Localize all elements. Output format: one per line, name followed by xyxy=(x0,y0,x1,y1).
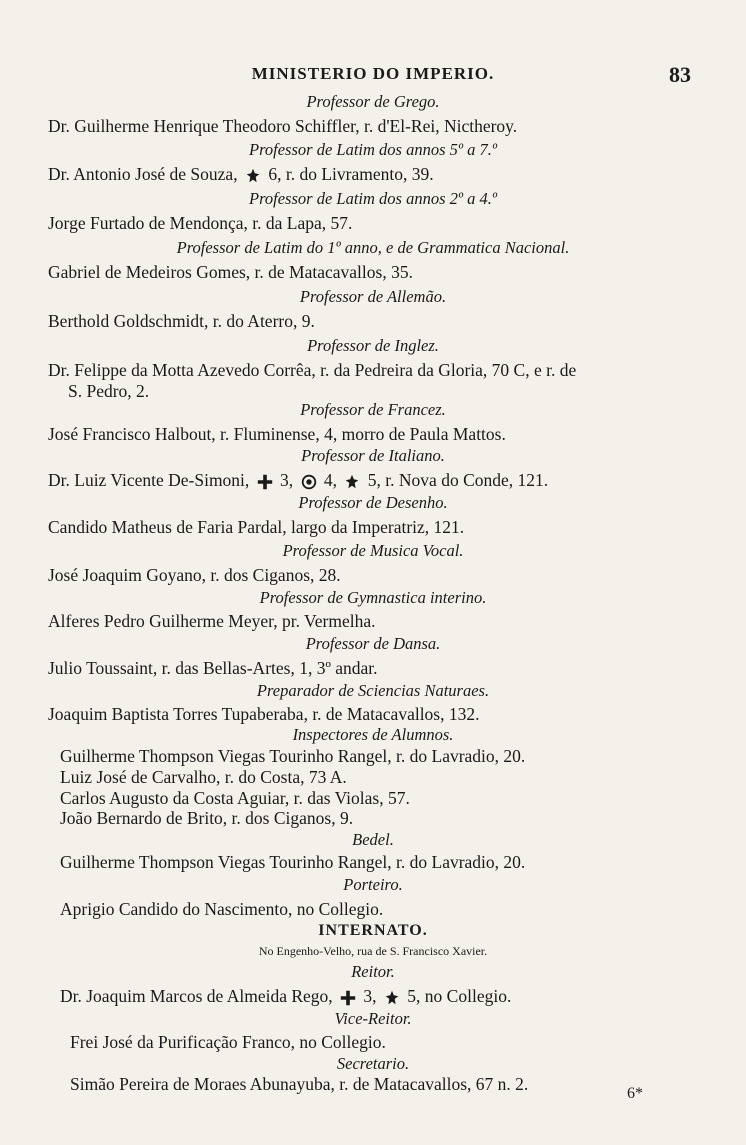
role-title: Professor de Desenho. xyxy=(298,493,448,512)
entry-text: 3, xyxy=(363,986,377,1006)
page-header xyxy=(0,64,746,88)
entry-text: Dr. Luiz Vicente De-Simoni, xyxy=(48,470,250,490)
role-title: Bedel. xyxy=(352,830,394,849)
cross-order-icon xyxy=(339,989,357,1007)
rose-order-icon xyxy=(343,473,361,491)
entry-text: 3, xyxy=(280,470,294,490)
star-order-icon xyxy=(300,473,318,491)
person-entry: Candido Matheus de Faria Pardal, largo da Imperatriz, 121. xyxy=(48,517,465,537)
role-title: Professor de Dansa. xyxy=(305,634,441,653)
page-title: MINISTERIO DO IMPERIO. xyxy=(251,64,495,83)
person-entry: Berthold Goldschmidt, r. do Aterro, 9. xyxy=(48,311,315,331)
person-entry xyxy=(0,163,746,185)
person-entry-continuation: S. Pedro, 2. xyxy=(68,381,150,401)
person-entry: João Bernardo de Brito, r. dos Ciganos, 9. xyxy=(60,808,354,828)
role-title: Professor de Grego. xyxy=(306,92,440,111)
role-title: Reitor. xyxy=(351,962,395,981)
role-title: Vice-Reitor. xyxy=(334,1009,412,1028)
person-entry: Frei José da Purificação Franco, no Collegio. xyxy=(70,1032,386,1052)
entry-text: 5, no Collegio. xyxy=(407,986,512,1006)
role-title: Professor de Musica Vocal. xyxy=(282,541,464,560)
rose-order-icon xyxy=(244,167,262,185)
role-title: Preparador de Sciencias Naturaes. xyxy=(256,681,490,700)
person-entry xyxy=(0,469,746,491)
person-entry: José Francisco Halbout, r. Fluminense, 4, morro de Paula Mattos. xyxy=(48,424,506,444)
role-title: Professor de Gymnastica interino. xyxy=(259,588,487,607)
person-entry: Carlos Augusto da Costa Aguiar, r. das Violas, 57. xyxy=(60,788,410,808)
role-title: Inspectores de Alumnos. xyxy=(292,725,454,744)
person-entry: José Joaquim Goyano, r. dos Ciganos, 28. xyxy=(48,565,341,585)
page-number: 83 xyxy=(669,62,691,87)
person-entry: Dr. Guilherme Henrique Theodoro Schiffler, r. d'El-Rei, Nictheroy. xyxy=(48,116,518,136)
entry-text: 4, xyxy=(323,470,338,490)
person-entry: Jorge Furtado de Mendonça, r. da Lapa, 57. xyxy=(48,213,353,233)
role-title: Professor de Latim do 1º anno, e de Grammatica Nacional. xyxy=(176,238,570,257)
person-entry: Gabriel de Medeiros Gomes, r. de Matacavallos, 35. xyxy=(48,262,413,282)
person-entry xyxy=(0,985,746,1007)
role-title: Professor de Francez. xyxy=(300,400,446,419)
entry-text: Dr. Antonio José de Souza, xyxy=(48,164,238,184)
entry-text: 5, r. Nova do Conde, 121. xyxy=(367,470,549,490)
person-entry: Julio Toussaint, r. das Bellas-Artes, 1, 3º andar. xyxy=(48,658,378,678)
person-entry: Dr. Felippe da Motta Azevedo Corrêa, r. da Pedreira da Gloria, 70 C, e r. de xyxy=(48,360,577,380)
person-entry: Simão Pereira de Moraes Abunayuba, r. de Matacavallos, 67 n. 2. xyxy=(70,1074,529,1094)
role-title: Secretario. xyxy=(336,1054,410,1073)
printer-signature: 6* xyxy=(627,1085,643,1102)
person-entry: Alferes Pedro Guilherme Meyer, pr. Vermelha. xyxy=(48,611,376,631)
section-heading: INTERNATO. xyxy=(318,922,428,939)
person-entry: Guilherme Thompson Viegas Tourinho Rangel, r. do Lavradio, 20. xyxy=(60,852,526,872)
role-title: Professor de Inglez. xyxy=(307,336,439,355)
entry-text: Dr. Joaquim Marcos de Almeida Rego, xyxy=(60,986,333,1006)
person-entry: Guilherme Thompson Viegas Tourinho Rangel, r. do Lavradio, 20. xyxy=(60,746,526,766)
role-title: Professor de Italiano. xyxy=(301,446,445,465)
section-subtitle: No Engenho-Velho, rua de S. Francisco Xavier. xyxy=(258,944,488,958)
role-title: Professor de Allemão. xyxy=(299,287,447,306)
rose-order-icon xyxy=(383,989,401,1007)
entry-text: 6, r. do Livramento, 39. xyxy=(268,164,434,184)
role-title: Porteiro. xyxy=(343,875,403,894)
person-entry: Luiz José de Carvalho, r. do Costa, 73 A. xyxy=(60,767,347,787)
person-entry: Joaquim Baptista Torres Tupaberaba, r. de Matacavallos, 132. xyxy=(48,704,480,724)
cross-order-icon xyxy=(256,473,274,491)
person-entry: Aprigio Candido do Nascimento, no Collegio. xyxy=(60,899,384,919)
role-title: Professor de Latim dos annos 2º a 4.º xyxy=(249,189,497,208)
role-title: Professor de Latim dos annos 5º a 7.º xyxy=(249,140,497,159)
